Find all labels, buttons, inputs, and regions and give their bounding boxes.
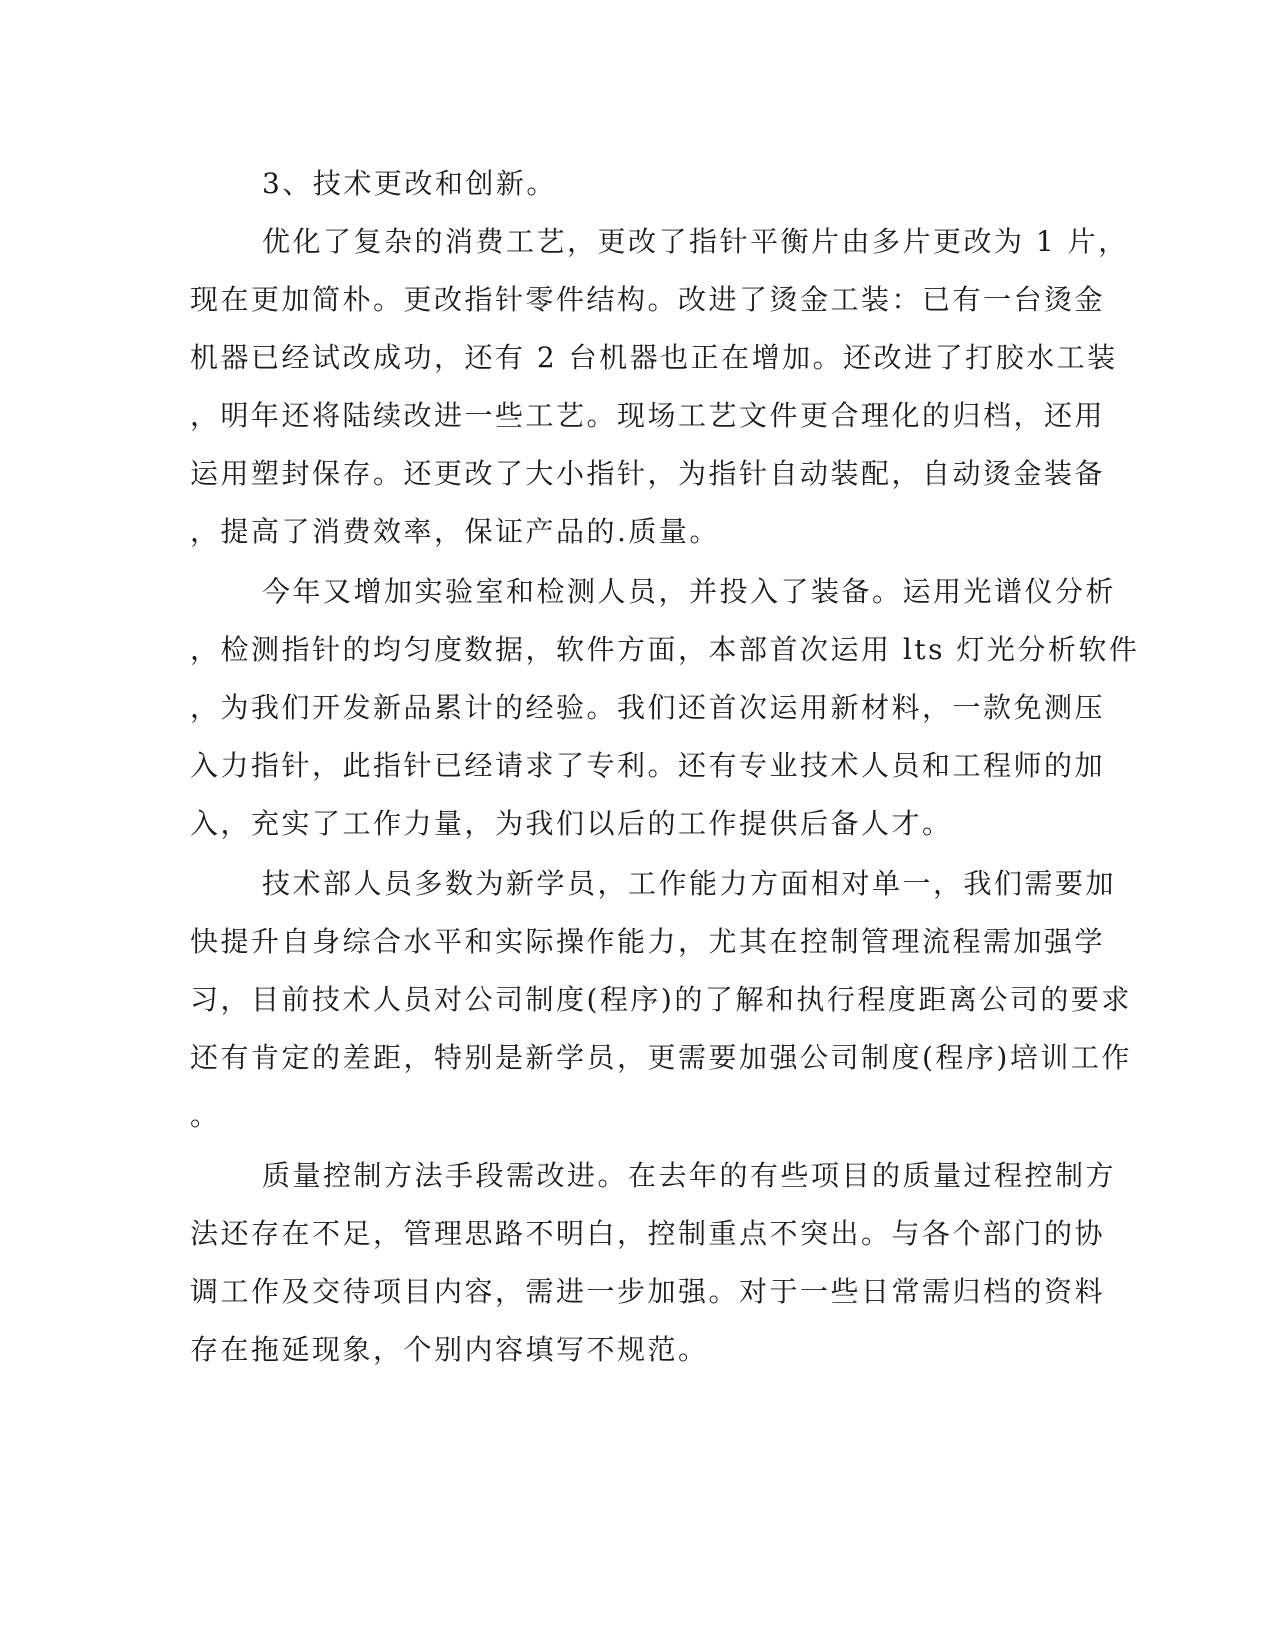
paragraph-1-line-2: 现在更加简朴。更改指针零件结构。改进了烫金工装：已有一台烫金 <box>190 283 1106 316</box>
paragraph-2-line-5: 入，充实了工作力量，为我们以后的工作提供后备人才。 <box>190 807 953 840</box>
paragraph-3-line-4: 还有肯定的差距，特别是新学员，更需要加强公司制度(程序)培训工作 <box>190 1041 1132 1074</box>
paragraph-3-line-2: 快提升自身综合水平和实际操作能力，尤其在控制管理流程需加强学 <box>190 925 1106 958</box>
paragraph-4-line-4: 存在拖延现象，个别内容填写不规范。 <box>190 1333 709 1366</box>
section-heading: 3、技术更改和创新。 <box>262 167 557 200</box>
paragraph-2-line-1: 今年又增加实验室和检测人员，并投入了装备。运用光谱仪分析 <box>262 575 1117 608</box>
paragraph-2-line-3: ，为我们开发新品累计的经验。我们还首次运用新材料，一款免测压 <box>190 691 1106 724</box>
paragraph-1-line-6: ，提高了消费效率，保证产品的.质量。 <box>190 515 720 548</box>
paragraph-1-line-3: 机器已经试改成功，还有 2 台机器也正在增加。还改进了打胶水工装 <box>190 341 1118 374</box>
paragraph-3-line-1: 技术部人员多数为新学员，工作能力方面相对单一，我们需要加 <box>262 867 1117 900</box>
paragraph-1-line-1: 优化了复杂的消费工艺，更改了指针平衡片由多片更改为 1 片， <box>262 225 1129 258</box>
paragraph-2-line-4: 入力指针，此指针已经请求了专利。还有专业技术人员和工程师的加 <box>190 749 1106 782</box>
paragraph-3-line-5: 。 <box>190 1099 221 1132</box>
paragraph-1-line-4: ，明年还将陆续改进一些工艺。现场工艺文件更合理化的归档，还用 <box>190 399 1106 432</box>
paragraph-4-line-3: 调工作及交待项目内容，需进一步加强。对于一些日常需归档的资料 <box>190 1275 1106 1308</box>
paragraph-4-line-1: 质量控制方法手段需改进。在去年的有些项目的质量过程控制方 <box>262 1159 1117 1192</box>
paragraph-1-line-5: 运用塑封保存。还更改了大小指针，为指针自动装配，自动烫金装备 <box>190 457 1106 490</box>
paragraph-4-line-2: 法还存在不足，管理思路不明白，控制重点不突出。与各个部门的协 <box>190 1217 1106 1250</box>
paragraph-3-line-3: 习，目前技术人员对公司制度(程序)的了解和执行程度距离公司的要求 <box>190 983 1132 1016</box>
paragraph-2-line-2: ，检测指针的均匀度数据，软件方面，本部首次运用 lts 灯光分析软件 <box>190 633 1140 666</box>
